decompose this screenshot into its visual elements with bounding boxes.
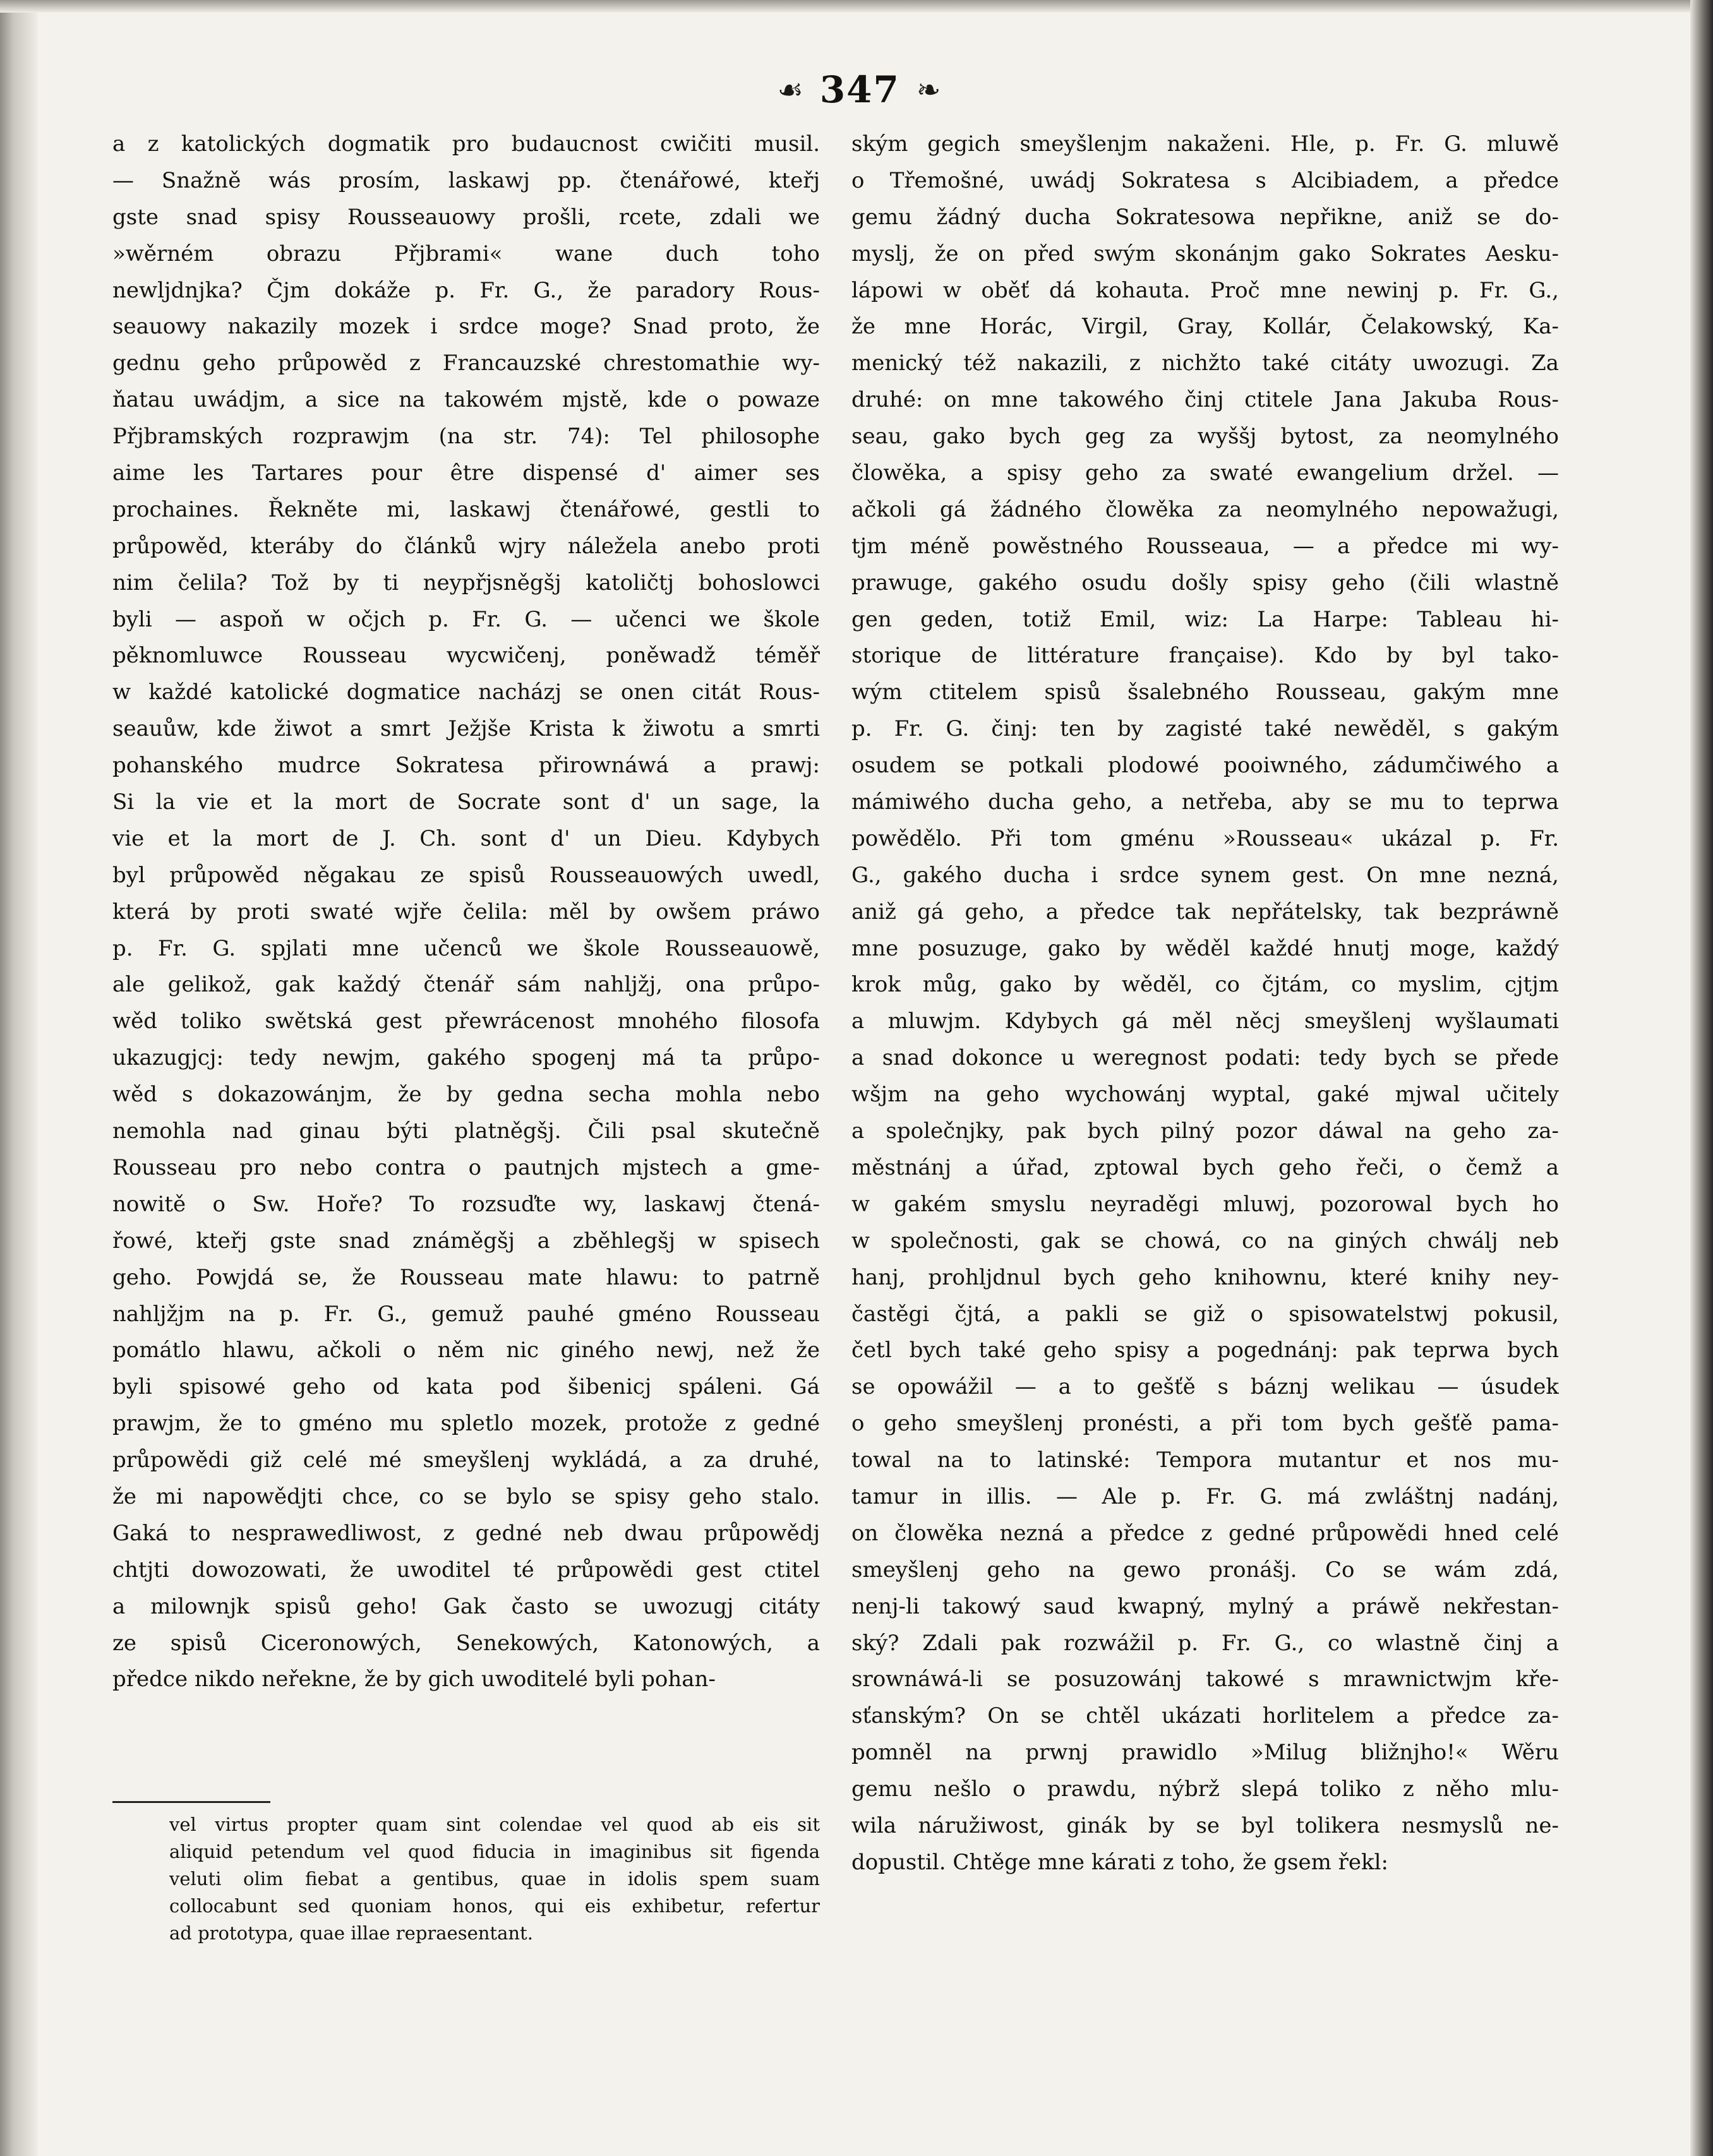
text-line: člowěka, a spisy geho za swaté ewangelium držel. — xyxy=(851,460,1559,486)
text-line: wým ctitelem spisů šsalebného Rousseau, gakým mne xyxy=(851,680,1559,705)
text-line: prawjm, že to gméno mu spletlo mozek, protože z gedné xyxy=(112,1411,820,1437)
text-line: pomněl na prwnj prawidlo »Milug bližnjho!« Wěru xyxy=(851,1740,1559,1766)
text-line: ňatau uwádjm, a sice na takowém mjstě, kde o powaze xyxy=(112,387,820,413)
text-line: pomátlo hlawu, ačkoli o něm nic giného newj, než že xyxy=(112,1338,820,1363)
right-ornament-icon: ❧ xyxy=(916,73,941,107)
text-line: powědělo. Při tom gménu »Rousseau« ukázal p. Fr. xyxy=(851,825,1559,851)
text-line: seauůw, kde žiwot a smrt Ježjše Krista k žiwotu a smrti xyxy=(112,716,820,742)
text-line: pohanského mudrce Sokratesa přirownáwá a prawj: xyxy=(112,753,820,779)
left-ornament-icon: ☙ xyxy=(777,73,803,107)
footnote xyxy=(169,1811,820,1947)
text-line: byl průpowěd něgakau ze spisů Rousseauowých uwedl, xyxy=(112,862,820,888)
text-line: a společnjky, pak bych pilný pozor dáwal na geho za- xyxy=(851,1118,1559,1144)
text-line: w společnosti, gak se chowá, co na giných chwálj neb xyxy=(851,1228,1559,1254)
text-line: gen geden, totiž Emil, wiz: La Harpe: Tableau hi- xyxy=(851,606,1559,632)
text-line: že mi napowědjti chce, co se bylo se spisy geho stalo. xyxy=(112,1483,820,1509)
text-line: a snad dokonce u weregnost podati: tedy bych se přede xyxy=(851,1045,1559,1071)
text-line: hanj, prohljdnul bych geho knihownu, které knihy ney- xyxy=(851,1264,1559,1290)
page-number: 347 xyxy=(819,68,900,111)
text-line: mámiwého ducha geho, a netřeba, aby se mu to teprwa xyxy=(851,789,1559,815)
text-line: že mne Horác, Virgil, Gray, Kollár, Čelakowský, Ka- xyxy=(851,314,1559,340)
text-line: o geho smeyšlenj pronésti, a při tom bych gešťě pama- xyxy=(851,1411,1559,1437)
text-line: wěd toliko swětská gest přewrácenost mnohého filosofa xyxy=(112,1009,820,1034)
text-line: a z katolických dogmatik pro budaucnost cwičiti musil. xyxy=(112,131,820,157)
footnote-line: aliquid petendum vel quod fiducia in imaginibus sit figenda xyxy=(169,1841,820,1862)
text-line: byli spisowé geho od kata pod šibenicj spáleni. Gá xyxy=(112,1374,820,1400)
text-line: ukazugjcj: tedy newjm, gakého spogenj má ta průpo- xyxy=(112,1045,820,1071)
text-line: nowitě o Sw. Hoře? To rozsuďte wy, laskawj čtená- xyxy=(112,1191,820,1217)
text-line: gste snad spisy Rousseauowy prošli, rcete, zdali we xyxy=(112,204,820,230)
text-line: seauowy nakazily mozek i srdce moge? Snad proto, že xyxy=(112,314,820,340)
footnote-line: vel virtus propter quam sint colendae vel quod ab eis sit xyxy=(169,1814,820,1835)
text-line: ačkoli gá žádného člowěka za neomylného nepowažugi, xyxy=(851,496,1559,522)
text-line: w každé katolické dogmatice nacházj se onen citát Rous- xyxy=(112,680,820,705)
text-line: častěgi čjtá, a pakli se giž o spisowatelstwj pokusil, xyxy=(851,1301,1559,1327)
text-line: průpowěd, kteráby do článků wjry náležela anebo proti xyxy=(112,533,820,559)
text-line: nim čelila? Tož by ti neypřjsněgšj katoličtj bohoslowci xyxy=(112,570,820,596)
text-line: byli — aspoň w očjch p. Fr. G. — učenci we škole xyxy=(112,606,820,632)
footnote-line: collocabunt sed quoniam honos, qui eis exhibetur, refertur xyxy=(169,1895,820,1917)
text-line: aime les Tartares pour être dispensé d' aimer ses xyxy=(112,460,820,486)
text-line: chtjti dowozowati, že uwoditel té průpowědi gest ctitel xyxy=(112,1557,820,1583)
text-line: krok můg, gako by wěděl, co čjtám, co myslim, cjtjm xyxy=(851,972,1559,998)
text-line: srownáwá-li se posuzowánj takowé s mrawnictwjm kře- xyxy=(851,1667,1559,1692)
page-header xyxy=(720,58,998,121)
text-line: »wěrném obrazu Přjbrami« wane duch toho xyxy=(112,241,820,267)
text-line: Si la vie et la mort de Socrate sont d' un sage, la xyxy=(112,789,820,815)
footnote-line: ad prototypa, quae illae repraesentant. xyxy=(169,1922,533,1944)
text-line: předce nikdo neřekne, že by gich uwoditelé byli pohan- xyxy=(112,1667,716,1692)
text-line: storique de littérature française). Kdo by byl tako- xyxy=(851,643,1559,669)
text-line: p. Fr. G. činj: ten by zagisté také newěděl, s gakým xyxy=(851,716,1559,742)
footnote-rule xyxy=(112,1801,270,1803)
text-line: ským gegich smeyšlenjm nakaženi. Hle, p. Fr. G. mluwě xyxy=(851,131,1559,157)
text-line: gednu geho průpowěd z Francauzské chrestomathie wy- xyxy=(112,350,820,376)
text-line: o Třemošné, uwádj Sokratesa s Alcibiadem, a předce xyxy=(851,167,1559,193)
text-line: pěknomluwce Rousseau wycwičenj, poněwadž téměř xyxy=(112,643,820,669)
text-line: G., gakého ducha i srdce synem gest. On mne nezná, xyxy=(851,862,1559,888)
text-line: newljdnjka? Čjm dokáže p. Fr. G., že paradory Rous- xyxy=(112,277,820,303)
text-line: sťanským? On se chtěl ukázati horlitelem a předce za- xyxy=(851,1703,1559,1729)
text-line: lápowi w oběť dá kohauta. Proč mne newinj p. Fr. G., xyxy=(851,277,1559,303)
text-line: wěd s dokazowánjm, že by gedna secha mohla nebo xyxy=(112,1082,820,1108)
text-line: wila náružiwost, ginák by se byl tolikera nesmyslů ne- xyxy=(851,1812,1559,1838)
text-line: průpowědi giž celé mé smeyšlenj wykládá, a za druhé, xyxy=(112,1447,820,1473)
text-line: seau, gako bych geg za wyššj bytost, za neomylného xyxy=(851,424,1559,450)
text-line: osudem se potkali plodowé pooiwného, zádumčiwého a xyxy=(851,753,1559,779)
right-text-column xyxy=(851,126,1559,1881)
text-line: Rousseau pro nebo contra o pautnjch mjstech a gme- xyxy=(112,1154,820,1180)
text-line: ale gelikož, gak každý čtenář sám nahljžj, ona průpo- xyxy=(112,972,820,998)
text-line: tjm méně powěstného Rousseaua, — a předce mi wy- xyxy=(851,533,1559,559)
text-line: četl bych také geho spisy a pogednánj: pak teprwa bych xyxy=(851,1338,1559,1363)
text-line: wšjm na geho wychowánj wyptal, gaké mjwal učitely xyxy=(851,1082,1559,1108)
text-line: Přjbramských rozprawjm (na str. 74): Tel philosophe xyxy=(112,424,820,450)
text-line: a mluwjm. Kdybych gá měl něcj smeyšlenj wyšlaumati xyxy=(851,1009,1559,1034)
text-line: on člowěka nezná a předce z gedné průpowědi hned celé xyxy=(851,1520,1559,1546)
text-line: — Snažně wás prosím, laskawj pp. čtenářowé, kteřj xyxy=(112,167,820,193)
text-line: gemu žádný ducha Sokratesowa nepřikne, aniž se do- xyxy=(851,204,1559,230)
text-line: nenj-li takowý saud kwapný, mylný a práwě nekřestan- xyxy=(851,1593,1559,1619)
text-line: mne posuzuge, gako by wěděl každé hnutj moge, každý xyxy=(851,935,1559,961)
text-line: a milownjk spisů geho! Gak často se uwozugj citáty xyxy=(112,1593,820,1619)
text-line: ský? Zdali pak rozwážil p. Fr. G., co wlastně činj a xyxy=(851,1630,1559,1656)
text-line: menický též nakazili, z nichžto také citáty uwozugi. Za xyxy=(851,350,1559,376)
footnote-line: veluti olim fiebat a gentibus, quae in idolis spem suam xyxy=(169,1868,820,1889)
page-top-edge xyxy=(0,0,1713,13)
text-line: myslj, že on před swým skonánjm gako Sokrates Aesku- xyxy=(851,241,1559,267)
text-line: prawuge, gakého osudu došly spisy geho (čili wlastně xyxy=(851,570,1559,596)
text-line: geho. Powjdá se, že Rousseau mate hlawu: to patrně xyxy=(112,1264,820,1290)
text-line: towal na to latinské: Tempora mutantur et nos mu- xyxy=(851,1447,1559,1473)
left-text-column xyxy=(112,126,820,1698)
text-line: se opowážil — a to gešťě s báznj welikau — úsudek xyxy=(851,1374,1559,1400)
text-line: nemohla nad ginau býti platněgšj. Čili psal skutečně xyxy=(112,1118,820,1144)
page-left-edge xyxy=(0,0,38,2156)
text-line: která by proti swaté wjře čelila: měl by owšem práwo xyxy=(112,899,820,925)
text-line: vie et la mort de J. Ch. sont d' un Dieu. Kdybych xyxy=(112,825,820,851)
page-right-edge xyxy=(1690,0,1713,2156)
text-line: nahljžjm na p. Fr. G., gemuž pauhé gméno Rousseau xyxy=(112,1301,820,1327)
text-line: Gaká to nesprawedliwost, z gedné neb dwau průpowědj xyxy=(112,1520,820,1546)
text-line: druhé: on mne takowého činj ctitele Jana Jakuba Rous- xyxy=(851,387,1559,413)
text-line: městnánj a úřad, zptowal bych geho řeči, o čemž a xyxy=(851,1154,1559,1180)
text-line: gemu nešlo o prawdu, nýbrž slepá toliko z něho mlu- xyxy=(851,1776,1559,1802)
text-line: řowé, kteřj gste snad známěgšj a zběhlegšj w spisech xyxy=(112,1228,820,1254)
text-line: prochaines. Řekněte mi, laskawj čtenářowé, gestli to xyxy=(112,496,820,522)
text-line: smeyšlenj geho na gewo pronášj. Co se wám zdá, xyxy=(851,1557,1559,1583)
text-line: ze spisů Ciceronowých, Senekowých, Katonowých, a xyxy=(112,1630,820,1656)
text-line: aniž gá geho, a předce tak nepřátelsky, tak bezpráwně xyxy=(851,899,1559,925)
text-line: dopustil. Chtěge mne kárati z toho, že gsem řekl: xyxy=(851,1849,1388,1875)
text-line: tamur in illis. — Ale p. Fr. G. má zwláštnj nadánj, xyxy=(851,1483,1559,1509)
text-line: p. Fr. G. spjlati mne učenců we škole Rousseauowě, xyxy=(112,935,820,961)
text-line: w gakém smyslu neyraděgi mluwj, pozorowal bych ho xyxy=(851,1191,1559,1217)
